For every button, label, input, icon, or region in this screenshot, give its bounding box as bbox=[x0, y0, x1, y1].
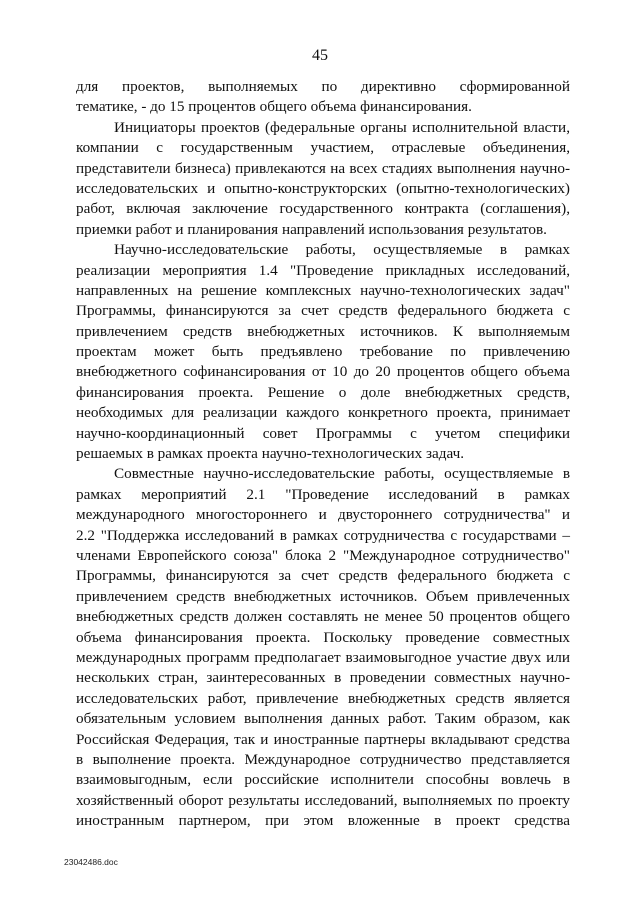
text-line: Инициаторы проектов (федеральные органы исполнительной власти, bbox=[114, 118, 570, 136]
text-line: привлечением средств внебюджетных источников. Объем привлеченных bbox=[76, 587, 570, 605]
text-line: финансирования проекта. Решение о доле внебюджетных средств, bbox=[76, 383, 570, 401]
text-line: привлечением средств внебюджетных источников. К выполняемым bbox=[76, 322, 570, 340]
text-line: тематике, - до 15 процентов общего объема финансирования. bbox=[76, 98, 472, 116]
text-line: членами Европейского союза" блока 2 "Международное сотрудничество" bbox=[76, 546, 570, 564]
text-line: Программы, финансируются за счет средств федерального бюджета с bbox=[76, 302, 570, 320]
text-line: Научно-исследовательские работы, осуществляемые в рамках bbox=[114, 241, 570, 259]
text-line: исследовательских и опытно-конструкторских (опытно-технологических) bbox=[76, 179, 570, 197]
text-line: иностранным партнером, при этом вложенные в проект средства bbox=[76, 812, 570, 830]
text-line: для проектов, выполняемых по директивно сформированной bbox=[76, 78, 570, 95]
text-line: приемки работ и планирования направлений использования результатов. bbox=[76, 220, 547, 238]
text-line: проектам может быть предъявлено требование по привлечению bbox=[76, 343, 570, 361]
text-line: хозяйственный оборот результаты исследований, выполняемых по проекту bbox=[76, 791, 570, 809]
paragraph bbox=[76, 240, 570, 464]
paragraph bbox=[76, 118, 570, 240]
footer-filename: 23042486.doc bbox=[64, 857, 118, 867]
text-line: необходимых для реализации каждого конкретного проекта, принимает bbox=[76, 404, 570, 422]
text-line: международного многостороннего и двустороннего сотрудничества" и bbox=[76, 506, 570, 524]
text-line: рамках мероприятий 2.1 "Проведение исследований в рамках bbox=[76, 485, 570, 503]
text-line: Российская Федерация, так и иностранные партнеры вкладывают средства bbox=[76, 730, 570, 748]
text-line: направленных на решение комплексных научно-технологических задач" bbox=[76, 281, 570, 299]
text-line: в выполнение проекта. Международное сотрудничество представляется bbox=[76, 750, 570, 768]
text-line: объема финансирования проекта. Поскольку проведение совместных bbox=[76, 628, 570, 646]
text-line: Программы, финансируются за счет средств федерального бюджета с bbox=[76, 567, 570, 585]
text-line: реализации мероприятия 1.4 "Проведение прикладных исследований, bbox=[76, 261, 570, 279]
text-line: научно-координационный совет Программы с учетом специфики bbox=[76, 424, 570, 442]
paragraph bbox=[76, 77, 570, 118]
text-line: международных программ предполагает взаимовыгодное участие двух или bbox=[76, 648, 570, 666]
text-line: взаимовыгодным, если российские исполнители способны вовлечь в bbox=[76, 771, 570, 789]
text-line: 2.2 "Поддержка исследований в рамках сотрудничества с государствами – bbox=[76, 526, 570, 544]
paragraph bbox=[76, 464, 570, 831]
text-line: представители бизнеса) привлекаются на всех стадиях выполнения научно- bbox=[76, 159, 570, 177]
text-line: решаемых в рамках проекта научно-технологических задач. bbox=[76, 445, 465, 463]
text-line: внебюджетного софинансирования от 10 до 20 процентов общего объема bbox=[76, 363, 570, 381]
text-line: работ, включая заключение государственного контракта (соглашения), bbox=[76, 200, 570, 218]
document-body bbox=[76, 77, 570, 831]
text-line: внебюджетных средств должен составлять не менее 50 процентов общего bbox=[76, 608, 570, 626]
text-line: исследовательских работ, привлечение внебюджетных средств является bbox=[76, 689, 570, 707]
text-line: нескольких стран, заинтересованных в проведении совместных научно- bbox=[76, 669, 570, 687]
text-line: Совместные научно-исследовательские работы, осуществляемые в bbox=[114, 465, 570, 483]
page-number: 45 bbox=[312, 47, 328, 64]
text-line: обязательным условием выполнения данных работ. Таким образом, как bbox=[76, 710, 570, 728]
text-line: компании с государственным участием, отраслевые объединения, bbox=[76, 139, 570, 157]
